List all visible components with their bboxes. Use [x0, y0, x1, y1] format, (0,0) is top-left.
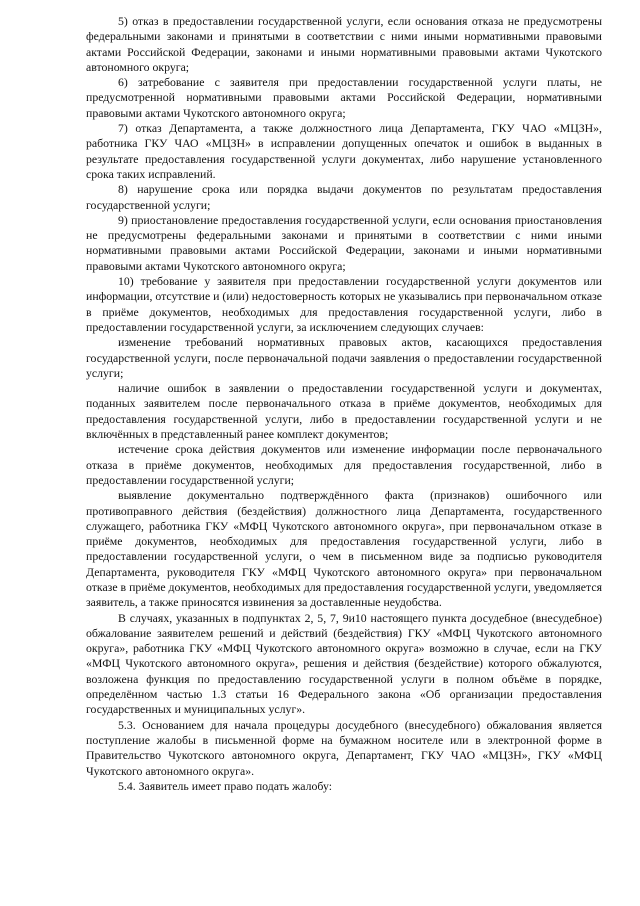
paragraph-item-9: 9) приостановление предоставления государственной услуги, если основания приостановления не предусмотрены федеральными законами и принятыми в соответствии с ними иными нормативными правовыми актами Российской Федерации, законами и иными нормативными правовыми актами Чукотского автономного округа;	[86, 212, 602, 273]
paragraph-exception-4: выявление документально подтверждённого факта (признаков) ошибочного или противоправного действия (бездействия) должностного лица Департамента, государственного служащего, работника ГКУ «МФЦ Чукотского автономного округа», при первоначальном отказе в приёме документов, необходимых для предоставления государственной услуги, либо в предоставлении государственной услуги, о чем в письменном виде за подписью руководителя Департамента, руководителя ГКУ «МФЦ Чукотского автономного округа» при первоначальном отказе в приёме документов, необходимых для предоставления государственной услуги, уведомляется заявитель, а также приносятся извинения за доставленные неудобства.	[86, 488, 602, 610]
paragraph-item-5: 5) отказ в предоставлении государственной услуги, если основания отказа не предусмотрены федеральными законами и принятыми в соответствии с ними иными нормативными правовыми актами Российской Федерации, законами и иными нормативными правовыми актами Чукотского автономного округа;	[86, 14, 602, 74]
paragraph-section-5-4: 5.4. Заявитель имеет право подать жалобу:	[118, 778, 332, 793]
paragraph-section-5-3: 5.3. Основанием для начала процедуры досудебного (внесудебного) обжалования является поступление жалобы в письменной форме на бумажном носителе или в электронной форме в Правительство Чукотского автономного округа, Департамент, ГКУ ЧАО «МЦЗН», ГКУ «МФЦ Чукотского автономного округа».	[86, 717, 602, 778]
paragraph-exception-1: изменение требований нормативных правовых актов, касающихся предоставления государственной услуги, после первоначальной подачи заявления о предоставлении государственной услуги;	[86, 335, 602, 380]
paragraph-item-6: 6) затребование с заявителя при предоставлении государственной услуги платы, не предусмотренной нормативными правовыми актами Российской Федерации, нормативными правовыми актами Чукотского автономного округа;	[86, 75, 602, 120]
paragraph-exception-2: наличие ошибок в заявлении о предоставлении государственной услуги и документах, поданных заявителем после первоначального отказа в приёме документов, необходимых для предоставления государственной услуги, либо в предоставлении государственной услуги и не включённых в представленный ранее комплект документов;	[86, 381, 602, 442]
paragraph-item-10: 10) требование у заявителя при предоставлении государственной услуги документов или информации, отсутствие и (или) недостоверность которых не указывались при первоначальном отказе в приёме документов, необходимых для предоставления государственной услуги, либо в предоставлении государственной услуги, за исключением следующих случаев:	[86, 274, 602, 334]
paragraph-item-7: 7) отказ Департамента, а также должностного лица Департамента, ГКУ ЧАО «МЦЗН», работника ГКУ ЧАО «МЦЗН» в исправлении допущенных опечаток и ошибок в выданных в результате предоставления государственной услуги документах, либо нарушение установленного срока таких исправлений.	[86, 121, 602, 181]
paragraph-appeal-cases: В случаях, указанных в подпунктах 2, 5, 7, 9и10 настоящего пункта досудебное (внесудебное) обжалование заявителем решений и действий (бездействия) ГКУ «МФЦ Чукотского автономного округа», работника ГКУ «МФЦ Чукотского автономного округа» возможно в случае, если на ГКУ «МФЦ Чукотского автономного округа», решения и действия (бездействие) которого обжалуются, возложена функция по предоставлению государственной услуги в полном объёме в порядке, определённом частью 1.3 статьи 16 Федерального закона «Об организации предоставления государственных и муниципальных услуг».	[86, 610, 602, 717]
paragraph-exception-3: истечение срока действия документов или изменение информации после первоначального отказа в приёме документов, необходимых для предоставления государственной, либо в предоставлении государственной услуги;	[86, 442, 602, 487]
paragraph-item-8: 8) нарушение срока или порядка выдачи документов по результатам предоставления государственной услуги;	[86, 182, 602, 212]
